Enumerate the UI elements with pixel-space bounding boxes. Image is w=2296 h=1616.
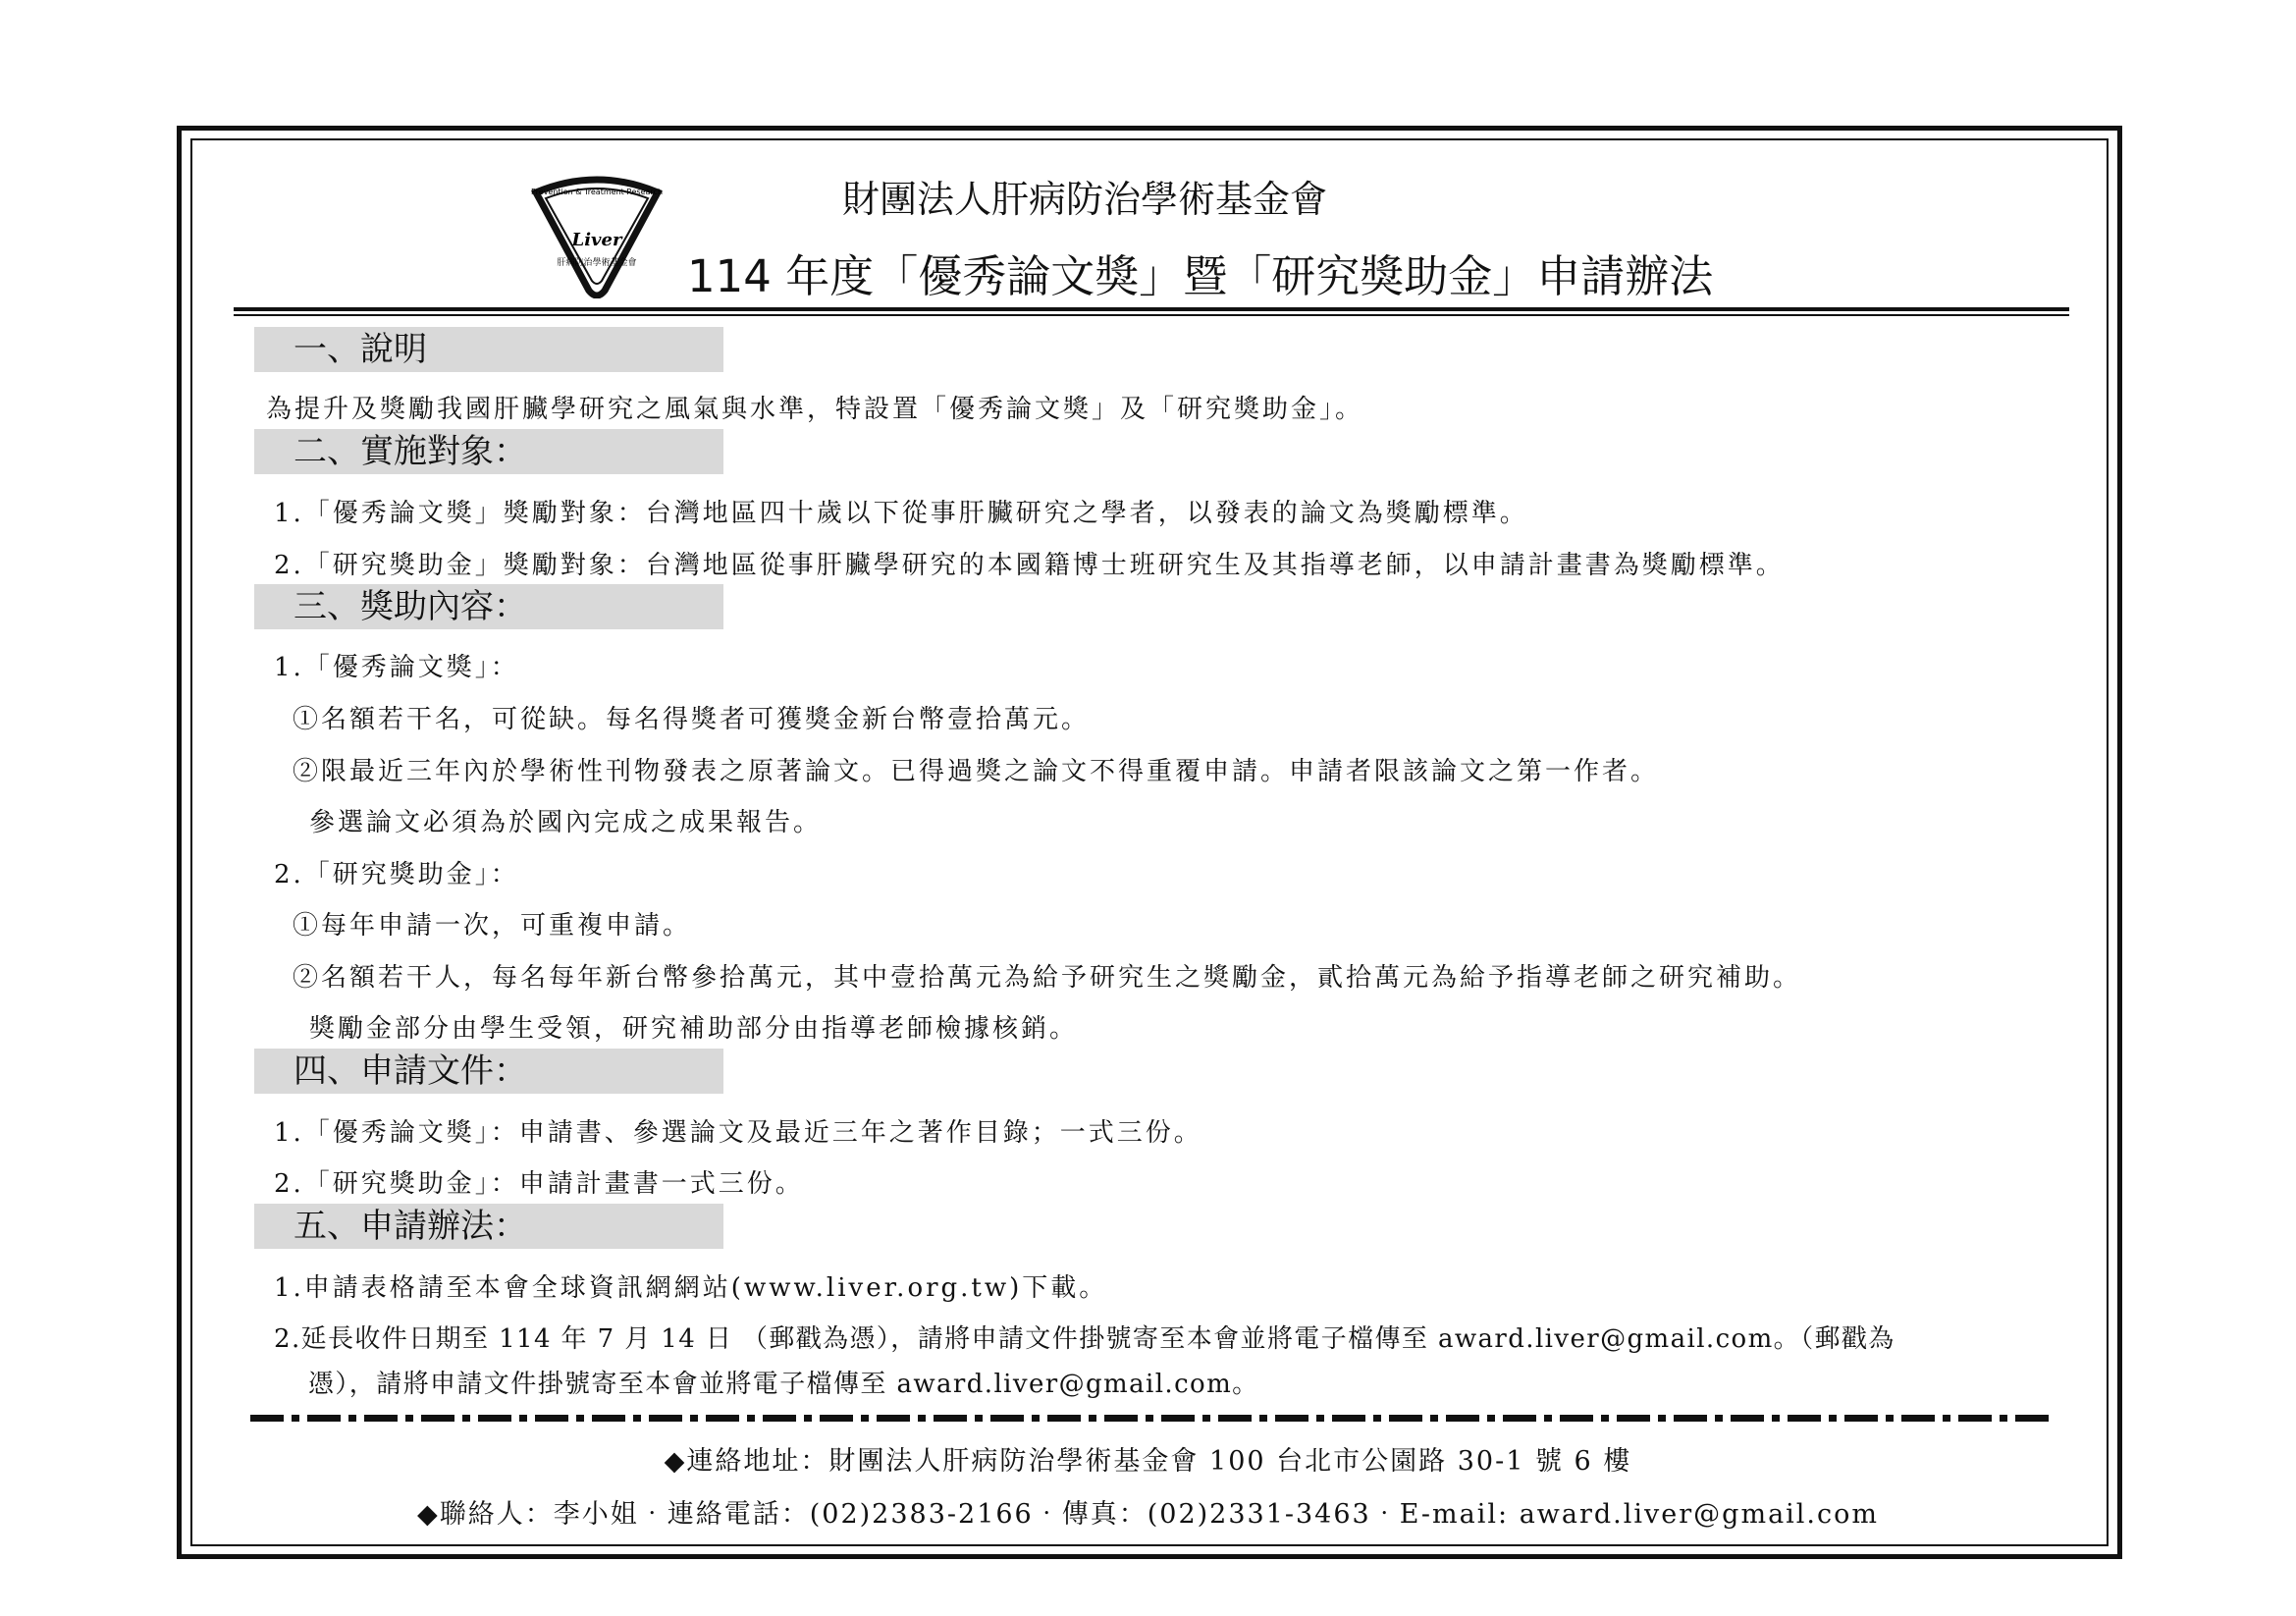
logo-center-text: Liver [571,230,622,250]
award-item: ②名額若干人，每名每年新台幣參拾萬元，其中壹拾萬元為給予研究生之獎勵金，貳拾萬元為給予指導老師之研究補助。 [293,963,1802,993]
section-heading-procedure: 五、申請辦法： [254,1204,723,1249]
section-heading-eligibility: 二、實施對象： [254,429,723,474]
procedure-item: 2.延長收件日期至 114 年 7 月 14 日 （郵戳為憑），請將申請文件掛號寄至本會並將電子檔傳至 award.liver@gmail.com。（郵戳為 [274,1324,1896,1354]
description-text: 為提升及獎勵我國肝臟學研究之風氣與水準，特設置「優秀論文獎」及「研究獎助金」。 [266,395,1364,424]
award-item: ①名額若干名，可從缺。每名得獎者可獲獎金新台幣壹拾萬元。 [293,705,1091,734]
award-item: ①每年申請一次，可重複申請。 [293,911,692,941]
section-heading-awards: 三、獎助內容： [254,584,723,629]
contact-address: ◆連絡地址：財團法人肝病防治學術基金會 100 台北市公園路 30-1 號 6 樓 [664,1446,1632,1477]
document-title: 114 年度「優秀論文獎」暨「研究獎助金」申請辦法 [687,250,1714,302]
award-item: ②限最近三年內於學術性刊物發表之原著論文。已得過獎之論文不得重覆申請。申請者限該論文之第一作者。 [293,757,1660,786]
section-heading-description: 一、說明 [254,327,723,372]
document-item: 2.「研究獎助金」：申請計畫書一式三份。 [274,1169,804,1199]
award-item: 參選論文必須為於國內完成之成果報告。 [309,808,823,837]
procedure-item: 憑），請將申請文件掛號寄至本會並將電子檔傳至 award.liver@gmail.com。 [308,1370,1259,1399]
procedure-item: 1.申請表格請至本會全球資訊網網站(www.liver.org.tw)下載。 [274,1273,1108,1303]
title-rule [234,307,2069,311]
eligibility-item: 2.「研究獎助金」獎勵對象：台灣地區從事肝臟學研究的本國籍博士班研究生及其指導老師，以申請計畫書為獎勵標準。 [274,551,1785,580]
award-item: 2.「研究獎助金」： [274,860,519,889]
award-item: 1.「優秀論文獎」： [274,653,519,682]
eligibility-item: 1.「優秀論文獎」獎勵對象：台灣地區四十歲以下從事肝臟研究之學者，以發表的論文為獎勵標準。 [274,499,1528,528]
contact-info: ◆聯絡人：李小姐‧連絡電話：(02)2383-2166‧傳真：(02)2331-3463‧E-mail: award.liver@gmail.com [417,1499,1879,1530]
logo-ring-text: Prevention & Treatment Research [530,188,664,196]
document-item: 1.「優秀論文獎」：申請書、參選論文及最近三年之著作目錄；一式三份。 [274,1118,1202,1148]
award-item: 獎勵金部分由學生受領，研究補助部分由指導老師檢據核銷。 [309,1014,1079,1044]
organization-name: 財團法人肝病防治學術基金會 [841,178,1327,221]
logo-bottom-text: 肝病防治學術基金會 [557,258,637,268]
section-heading-documents: 四、申請文件： [254,1049,723,1094]
title-rule-thin [234,314,2069,316]
footer-divider [250,1415,2052,1422]
